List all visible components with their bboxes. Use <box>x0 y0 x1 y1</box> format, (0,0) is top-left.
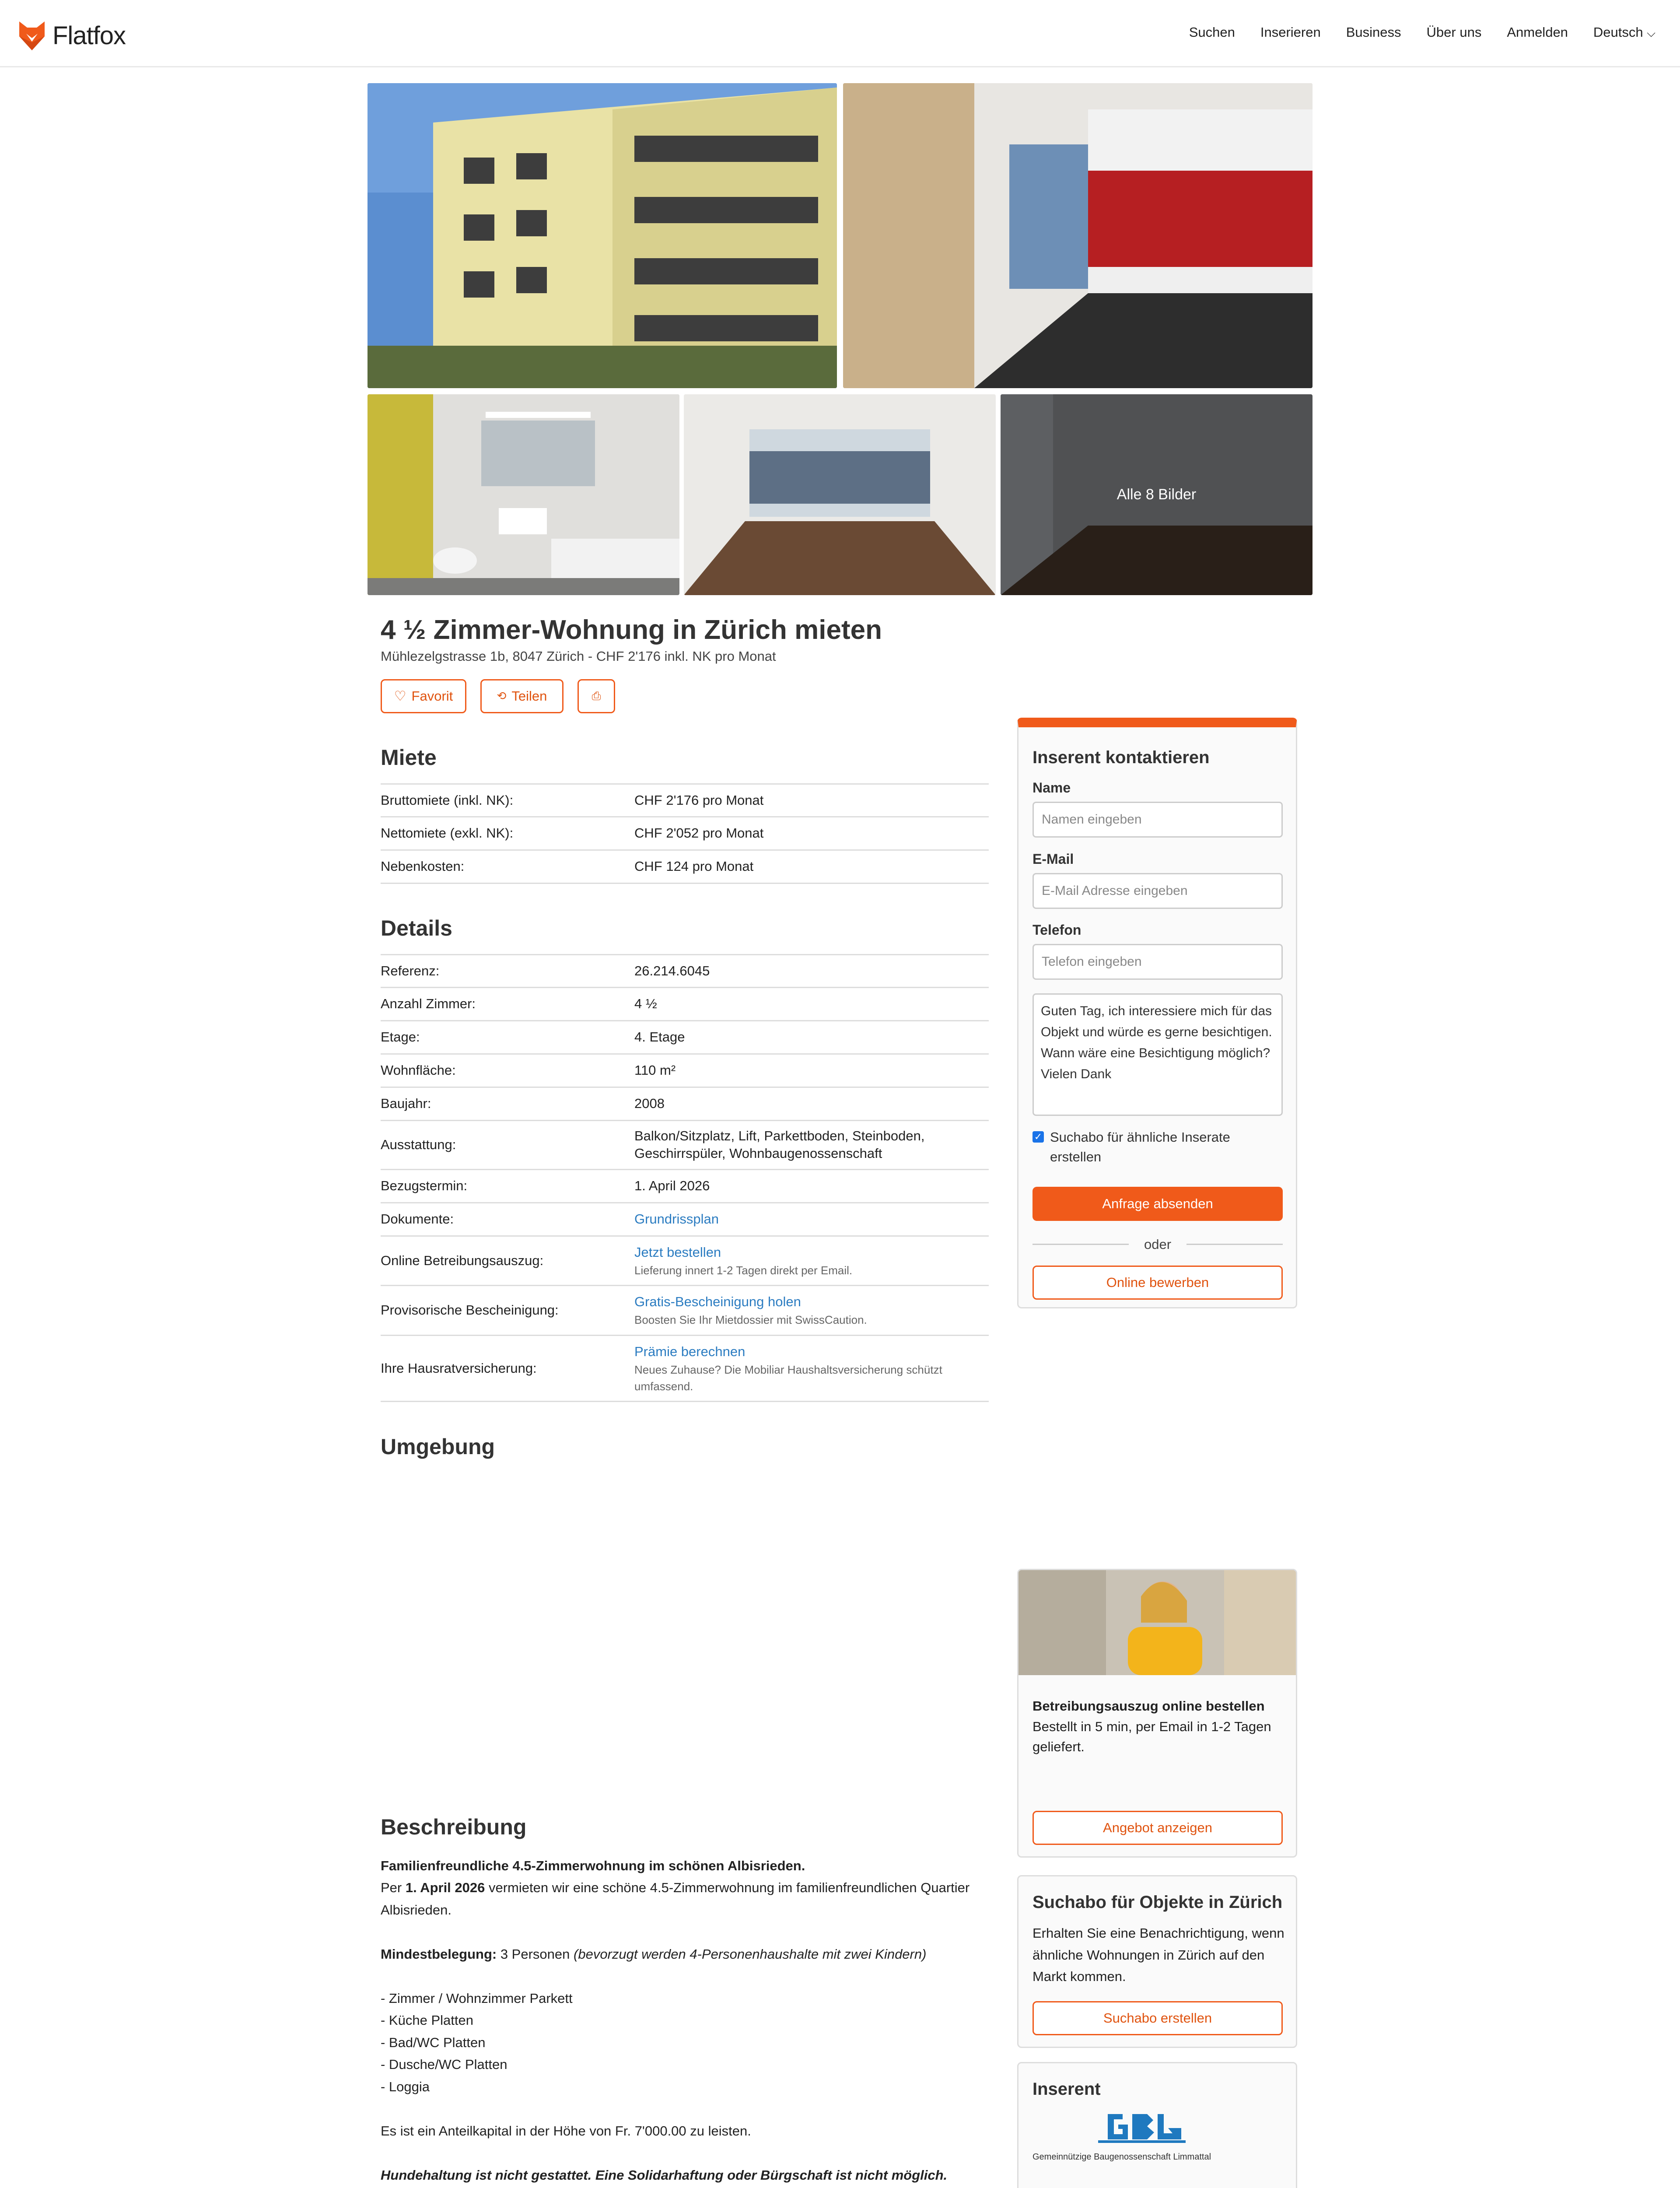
table-row <box>381 850 989 884</box>
fox-logo-icon <box>18 21 46 51</box>
detail-note: Lieferung innert 1-2 Tagen direkt per Email. <box>634 1263 853 1277</box>
detail-key: Ihre Hausratversicherung: <box>381 1335 634 1401</box>
email-label: E-Mail <box>1032 851 1074 867</box>
detail-value: Balkon/Sitzplatz, Lift, Parkettboden, Steinboden, Geschirrspüler, Wohnbaugenossenschaft <box>634 1121 989 1170</box>
promo-text: Bestellt in 5 min, per Email in 1-2 Tagen geliefert. <box>1032 1718 1271 1754</box>
listing-actions <box>381 679 615 713</box>
checkbox-label: Suchabo für ähnliche Inserate erstellen <box>1050 1129 1230 1164</box>
nav-inserieren[interactable]: Inserieren <box>1260 25 1321 40</box>
description-text: vermieten wir eine schöne 4.5-Zimmerwohnung im familienfreundlichen Quartier Albisrieden. <box>381 1880 970 1918</box>
create-subscription-button[interactable]: Suchabo erstellen <box>1032 2001 1283 2035</box>
detail-value: 26.214.6045 <box>634 954 989 988</box>
list-item: - Bad/WC Platten <box>381 2034 486 2050</box>
environment-map[interactable] <box>381 1470 989 1803</box>
nav-business[interactable]: Business <box>1346 25 1401 40</box>
environment-heading: Umgebung <box>381 1434 495 1459</box>
listing-title: 4 ½ Zimmer-Wohnung in Zürich mieten <box>381 615 882 645</box>
order-extract-link[interactable]: Jetzt bestellen <box>634 1244 721 1260</box>
description-intro: Familienfreundliche 4.5-Zimmerwohnung im schönen Albisrieden. <box>381 1858 805 1873</box>
list-item: - Zimmer / Wohnzimmer Parkett <box>381 1990 573 2006</box>
nav-suchen[interactable]: Suchen <box>1189 25 1235 40</box>
detail-key: Etage: <box>381 1021 634 1054</box>
all-pictures-label[interactable]: Alle 8 Bilder <box>1116 486 1197 503</box>
detail-key: Baujahr: <box>381 1087 634 1121</box>
description-section <box>381 1809 993 2188</box>
photo-bathroom[interactable] <box>368 394 679 595</box>
rent-table <box>381 783 989 884</box>
table-row <box>381 1021 989 1054</box>
description-min-note: (bevorzugt werden 4-Personenhaushalte mit zwei Kindern) <box>574 1946 927 1962</box>
details-heading: Details <box>381 916 452 940</box>
detail-note: Neues Zuhause? Die Mobiliar Haushaltsversicherung schützt umfassend. <box>634 1363 942 1393</box>
main-nav <box>1189 23 1656 42</box>
language-dropdown[interactable] <box>1593 23 1656 42</box>
rent-key: Nebenkosten: <box>381 850 634 884</box>
site-header <box>0 0 1680 67</box>
share-button[interactable] <box>480 679 564 713</box>
description-capital: Es ist ein Anteilkapital in der Höhe von Fr. 7'000.00 zu leisten. <box>381 2123 751 2139</box>
gbl-logo-icon <box>1032 2111 1242 2146</box>
photo-kitchen[interactable] <box>843 83 1312 388</box>
detail-key: Ausstattung: <box>381 1121 634 1170</box>
phone-label: Telefon <box>1032 922 1082 938</box>
description-text: 3 Personen <box>497 1946 574 1962</box>
phone-field[interactable]: Telefon eingeben <box>1032 944 1283 980</box>
listing-subtitle: Mühlezelgstrasse 1b, 8047 Zürich - CHF 2'176 inkl. NK pro Monat <box>381 649 776 664</box>
table-row <box>381 1169 989 1203</box>
table-row <box>381 1335 989 1401</box>
description-min-label: Mindestbelegung: <box>381 1946 497 1962</box>
detail-value: 4. Etage <box>634 1021 989 1054</box>
details-section <box>381 912 989 1402</box>
promo-title: Betreibungsauszug online bestellen <box>1032 1698 1265 1714</box>
apply-online-button[interactable]: Online bewerben <box>1032 1266 1283 1300</box>
rent-heading: Miete <box>381 745 437 770</box>
floorplan-link[interactable]: Grundrissplan <box>634 1211 719 1227</box>
table-row <box>381 1203 989 1236</box>
print-icon: ⎙ <box>592 689 601 703</box>
email-field[interactable]: E-Mail Adresse eingeben <box>1032 873 1283 909</box>
detail-key: Dokumente: <box>381 1203 634 1236</box>
checkbox-checked-icon[interactable]: ✓ <box>1032 1131 1044 1143</box>
share-icon: ⟲ <box>497 689 507 703</box>
suchabo-text: Erhalten Sie eine Benachrichtigung, wenn ähnliche Wohnungen in Zürich auf den Markt kommen. <box>1032 1925 1284 1985</box>
list-item: - Küche Platten <box>381 2013 473 2028</box>
contact-heading: Inserent kontaktieren <box>1032 748 1210 767</box>
or-label: oder <box>1144 1237 1172 1252</box>
search-subscription-card <box>1017 1875 1297 2048</box>
detail-key: Provisorische Bescheinigung: <box>381 1286 634 1336</box>
certificate-link[interactable]: Gratis-Bescheinigung holen <box>634 1294 801 1310</box>
message-field[interactable]: Guten Tag, ich interessiere mich für das Objekt und würde es gerne besichtigen. Wann wäre eine Besichtigung möglich? Vielen Dank <box>1032 993 1283 1116</box>
rent-key: Bruttomiete (inkl. NK): <box>381 784 634 817</box>
print-button[interactable] <box>578 679 615 713</box>
detail-value: 1. April 2026 <box>634 1169 989 1203</box>
nav-anmelden[interactable]: Anmelden <box>1507 25 1568 40</box>
advertiser-card <box>1017 2062 1297 2188</box>
description-heading: Beschreibung <box>381 1815 527 1839</box>
insurance-link[interactable]: Prämie berechnen <box>634 1343 746 1359</box>
detail-key: Wohnfläche: <box>381 1054 634 1087</box>
detail-key: Online Betreibungsauszug: <box>381 1236 634 1286</box>
brand-logo[interactable] <box>18 18 126 54</box>
name-field[interactable]: Namen eingeben <box>1032 802 1283 838</box>
contact-panel <box>1017 718 1297 1308</box>
favorite-label: Favorit <box>411 688 453 704</box>
promo-image <box>1018 1570 1297 1675</box>
table-row <box>381 988 989 1021</box>
description-text: Per <box>381 1880 406 1896</box>
table-row <box>381 1054 989 1087</box>
detail-key: Referenz: <box>381 954 634 988</box>
share-label: Teilen <box>511 688 547 704</box>
description-date: 1. April 2026 <box>405 1880 485 1896</box>
table-row <box>381 1286 989 1336</box>
table-row <box>381 784 989 817</box>
table-row <box>381 1121 989 1170</box>
list-item: - Loggia <box>381 2079 430 2094</box>
rent-value: CHF 2'052 pro Monat <box>634 817 989 850</box>
detail-value: 110 m² <box>634 1054 989 1087</box>
chevron-down-icon: ⌵ <box>1647 26 1656 39</box>
language-label: Deutsch <box>1593 25 1643 40</box>
rent-value: CHF 2'176 pro Monat <box>634 784 989 817</box>
list-item: - Dusche/WC Platten <box>381 2057 508 2072</box>
detail-key: Bezugstermin: <box>381 1169 634 1203</box>
gbl-logo-caption: Gemeinnützige Baugenossenschaft Limmattal <box>1032 2152 1211 2162</box>
photo-living-room[interactable] <box>684 394 996 595</box>
details-table <box>381 954 989 1403</box>
promo-card <box>1017 1569 1297 1858</box>
table-row <box>381 954 989 988</box>
gbl-logo <box>1032 2111 1242 2152</box>
show-offer-button[interactable]: Angebot anzeigen <box>1032 1811 1283 1845</box>
or-divider <box>1032 1235 1283 1252</box>
rent-section <box>381 742 989 884</box>
advertiser-name <box>1032 2186 1167 2188</box>
detail-value: 2008 <box>634 1087 989 1121</box>
favorite-button[interactable] <box>381 679 466 713</box>
send-request-button[interactable]: Anfrage absenden <box>1032 1187 1283 1221</box>
heart-icon: ♡ <box>394 688 406 704</box>
table-row <box>381 1087 989 1121</box>
detail-key: Anzahl Zimmer: <box>381 988 634 1021</box>
description-pets: Hundehaltung ist nicht gestattet. Eine Solidarhaftung oder Bürgschaft ist nicht möglich. <box>381 2167 948 2183</box>
nav-ueber-uns[interactable]: Über uns <box>1426 25 1482 40</box>
rent-key: Nettomiete (exkl. NK): <box>381 817 634 850</box>
photo-room-more[interactable] <box>1001 394 1312 595</box>
advertiser-heading: Inserent <box>1032 2079 1101 2099</box>
brand-name: Flatfox <box>52 21 126 50</box>
suchabo-checkbox-row[interactable] <box>1032 1128 1283 1167</box>
table-row <box>381 1236 989 1286</box>
photo-building[interactable] <box>368 83 837 388</box>
rent-value: CHF 124 pro Monat <box>634 850 989 884</box>
suchabo-title: Suchabo für Objekte in Zürich <box>1032 1893 1283 1912</box>
name-label: Name <box>1032 780 1071 796</box>
detail-note: Boosten Sie Ihr Mietdossier mit SwissCaution. <box>634 1313 867 1327</box>
photo-gallery <box>368 83 1312 595</box>
detail-value: 4 ½ <box>634 988 989 1021</box>
table-row <box>381 817 989 850</box>
